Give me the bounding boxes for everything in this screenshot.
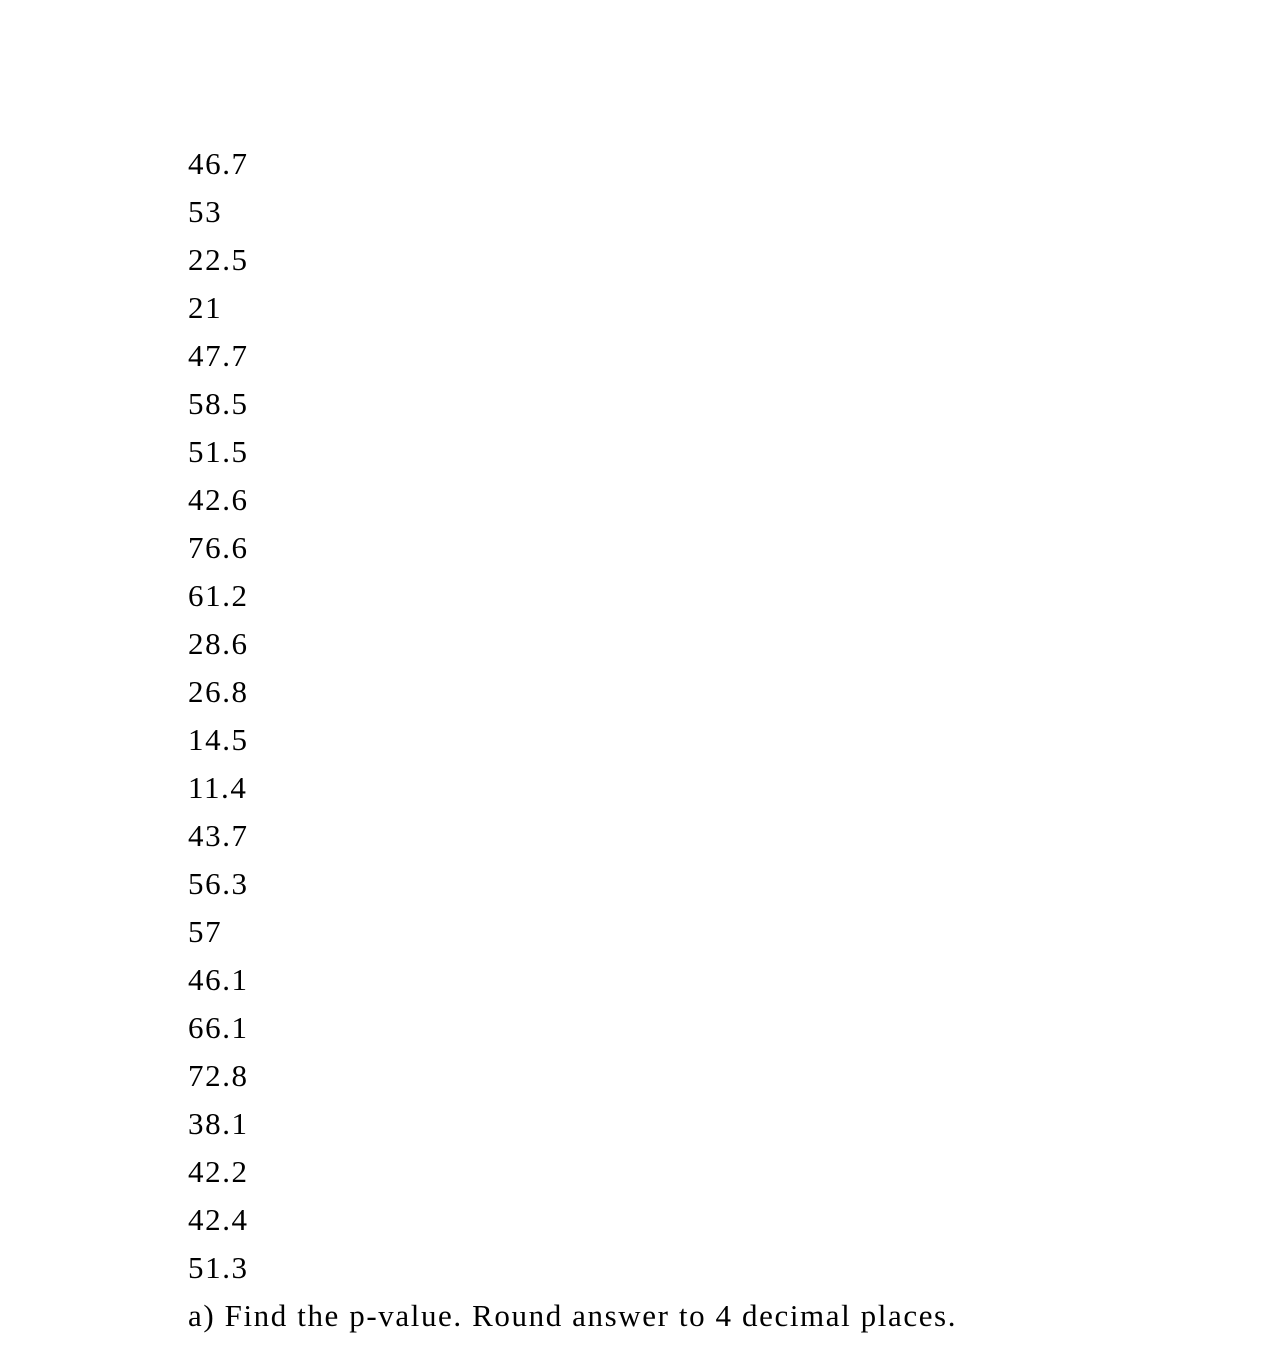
data-value: 38.1 [188,1106,249,1141]
data-value: 42.4 [188,1202,249,1237]
data-value: 14.5 [188,722,249,757]
data-value: 66.1 [188,1010,249,1045]
data-value: 56.3 [188,866,249,901]
data-value: 22.5 [188,242,249,277]
data-value: 76.6 [188,530,249,565]
data-value: 46.1 [188,962,249,997]
question-text: a) Find the p-value. Round answer to 4 decimal places. [188,1298,958,1333]
data-value: 26.8 [188,674,249,709]
data-value: 43.7 [188,818,249,853]
data-value: 51.3 [188,1250,249,1285]
data-value: 42.6 [188,482,249,517]
data-value: 11.4 [188,770,248,805]
data-value: 57 [188,914,223,949]
data-value: 46.7 [188,146,249,181]
data-value: 47.7 [188,338,249,373]
data-value: 51.5 [188,434,249,469]
data-value: 72.8 [188,1058,249,1093]
data-value: 42.2 [188,1154,249,1189]
data-value: 61.2 [188,578,249,613]
data-value: 28.6 [188,626,249,661]
data-value: 53 [188,194,223,229]
document-page [188,140,1248,1340]
data-value: 21 [188,290,223,325]
data-value: 58.5 [188,386,249,421]
